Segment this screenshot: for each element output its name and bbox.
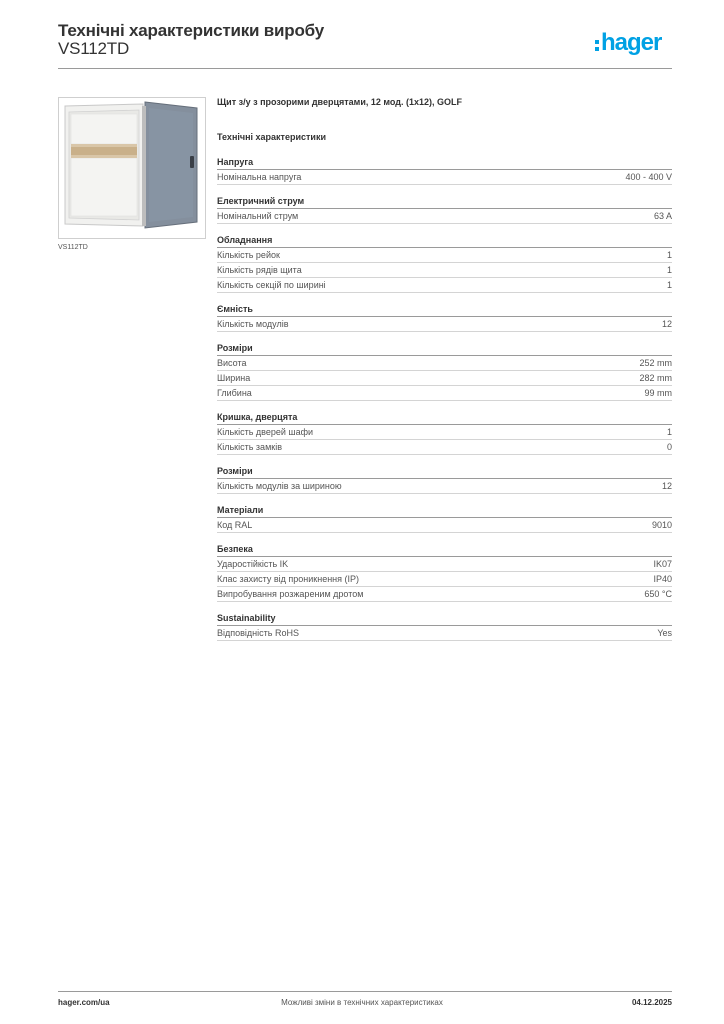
enclosure-illustration xyxy=(59,98,205,238)
product-name: Щит з/у з прозорими дверцятами, 12 мод. (1x12), GOLF xyxy=(217,97,463,107)
spec-group-title: Розміри xyxy=(217,465,672,479)
spec-value: IK07 xyxy=(653,559,672,569)
spec-row xyxy=(217,356,672,371)
spec-row xyxy=(217,209,672,224)
spec-value: 12 xyxy=(661,319,672,329)
spec-value: 99 mm xyxy=(644,388,672,398)
spec-group-title: Ємність xyxy=(217,303,672,317)
specs-heading: Технічні характеристики xyxy=(217,132,326,142)
image-caption: VS112TD xyxy=(58,244,88,251)
spec-label: Кількість модулів за шириною xyxy=(217,481,342,491)
spec-group xyxy=(217,234,672,293)
spec-groups xyxy=(217,156,672,641)
spec-group xyxy=(217,195,672,224)
spec-row xyxy=(217,626,672,641)
spec-row xyxy=(217,587,672,602)
spec-group-title: Матеріали xyxy=(217,504,672,518)
product-code: VS112TD xyxy=(58,39,130,58)
spec-value: Yes xyxy=(657,628,672,638)
spec-value: 9010 xyxy=(651,520,672,530)
spec-group-title: Кришка, дверцята xyxy=(217,411,672,425)
spec-value: 282 mm xyxy=(639,373,672,383)
spec-group xyxy=(217,612,672,641)
spec-label: Кількість секцій по ширині xyxy=(217,280,326,290)
spec-group xyxy=(217,303,672,332)
spec-group-title: Sustainability xyxy=(217,612,672,626)
spec-label: Код RAL xyxy=(217,520,253,530)
spec-value: 0 xyxy=(666,442,672,452)
spec-group-title: Електричний струм xyxy=(217,195,672,209)
product-image xyxy=(58,97,206,239)
spec-value: 1 xyxy=(666,250,672,260)
spec-label: Висота xyxy=(217,358,247,368)
spec-row xyxy=(217,479,672,494)
page-title: Технічні характеристики виробу xyxy=(58,21,324,40)
spec-value: 12 xyxy=(661,481,672,491)
spec-group xyxy=(217,156,672,185)
spec-content xyxy=(217,96,672,651)
hager-logo xyxy=(595,28,661,58)
spec-row xyxy=(217,371,672,386)
footer-website-link[interactable]: hager.com/ua xyxy=(58,998,110,1007)
spec-value: 650 °C xyxy=(644,589,672,599)
spec-value: 1 xyxy=(666,265,672,275)
spec-group-title: Розміри xyxy=(217,342,672,356)
spec-group xyxy=(217,543,672,602)
spec-group xyxy=(217,504,672,533)
spec-row xyxy=(217,518,672,533)
spec-label: Випробування розжареним дротом xyxy=(217,589,364,599)
spec-row xyxy=(217,278,672,293)
footer-divider xyxy=(58,991,672,992)
spec-group xyxy=(217,411,672,455)
spec-label: Кількість замків xyxy=(217,442,282,452)
spec-group xyxy=(217,342,672,401)
spec-row xyxy=(217,386,672,401)
spec-label: Ширина xyxy=(217,373,251,383)
header-divider xyxy=(58,68,672,69)
spec-row xyxy=(217,170,672,185)
spec-value: 1 xyxy=(666,280,672,290)
logo-text: hager xyxy=(601,29,662,56)
spec-label: Кількість модулів xyxy=(217,319,289,329)
spec-value: 400 - 400 V xyxy=(625,172,672,182)
logo-dots-icon xyxy=(595,40,599,51)
spec-row xyxy=(217,263,672,278)
spec-label: Глибина xyxy=(217,388,252,398)
spec-group xyxy=(217,465,672,494)
spec-value: IP40 xyxy=(653,574,672,584)
spec-row xyxy=(217,557,672,572)
spec-group-title: Обладнання xyxy=(217,234,672,248)
spec-group-title: Напруга xyxy=(217,156,672,170)
spec-label: Відповідність RoHS xyxy=(217,628,299,638)
spec-label: Ударостійкість IK xyxy=(217,559,289,569)
spec-value: 63 A xyxy=(653,211,672,221)
spec-row xyxy=(217,572,672,587)
spec-row xyxy=(217,440,672,455)
spec-group-title: Безпека xyxy=(217,543,672,557)
spec-row xyxy=(217,317,672,332)
spec-label: Клас захисту від проникнення (IP) xyxy=(217,574,360,584)
spec-value: 1 xyxy=(666,427,672,437)
spec-label: Кількість дверей шафи xyxy=(217,427,314,437)
spec-label: Номінальна напруга xyxy=(217,172,302,182)
spec-label: Кількість рядів щита xyxy=(217,265,302,275)
spec-label: Номінальний струм xyxy=(217,211,299,221)
spec-label: Кількість рейок xyxy=(217,250,280,260)
spec-value: 252 mm xyxy=(639,358,672,368)
footer-date: 04.12.2025 xyxy=(631,998,672,1007)
spec-row xyxy=(217,248,672,263)
spec-row xyxy=(217,425,672,440)
footer-notice: Можливі зміни в технічних характеристиках xyxy=(281,998,443,1007)
